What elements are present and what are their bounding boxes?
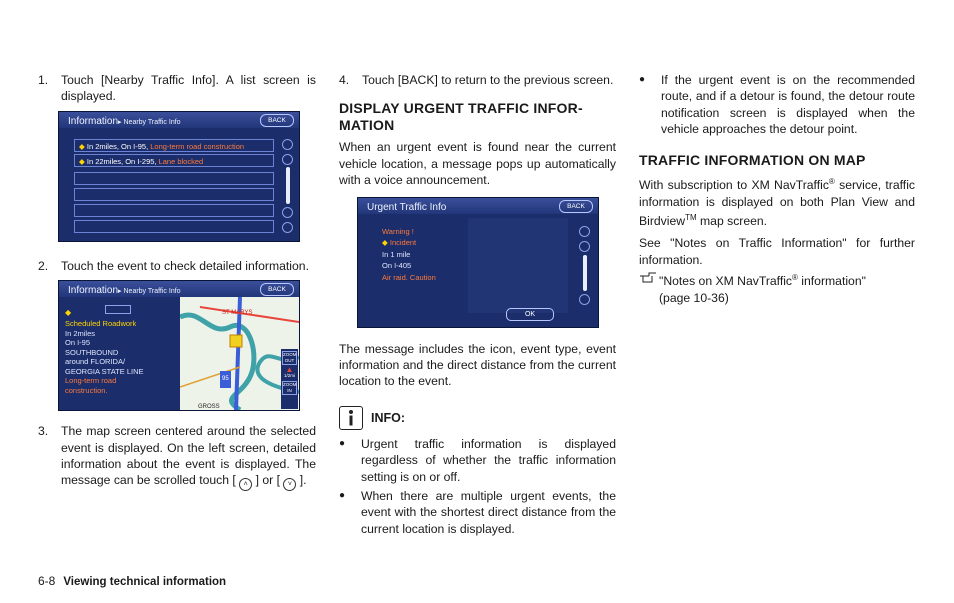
screen-title: Urgent Traffic Info bbox=[367, 201, 447, 213]
incident-label: Incident bbox=[389, 238, 417, 248]
traffic-row[interactable]: ◆ In 2miles, On I-95, Long-term road construction bbox=[74, 139, 274, 152]
screenshot-urgent-traffic-info: Urgent Traffic Info BACK Warning ! ◆ Incident In 1 mile On I-405 Air raid. Caution OK bbox=[357, 197, 599, 328]
step-1 bbox=[38, 72, 316, 105]
paragraph: With subscription to XM NavTraffic® service, traffic information is displayed on both Plan View and Birdview™ map screen. bbox=[639, 177, 915, 229]
empty-row bbox=[74, 220, 274, 233]
step-text: Touch [Nearby Traffic Info]. A list screen is displayed. bbox=[61, 73, 316, 104]
info-bullet: ● When there are multiple urgent events, the event with the shortest direct distance from the current location is displayed. bbox=[339, 489, 616, 536]
bullet-icon: ● bbox=[339, 490, 346, 502]
scroll-up-icon[interactable] bbox=[105, 305, 131, 314]
scroll-down-icon: ˅ bbox=[283, 478, 296, 491]
pointing-hand-icon bbox=[639, 270, 659, 306]
empty-row bbox=[74, 188, 274, 201]
step-number: 4. bbox=[339, 73, 350, 87]
step-number: 1. bbox=[38, 73, 49, 87]
info-box-header bbox=[339, 406, 616, 430]
scroll-up-icon[interactable] bbox=[282, 154, 293, 165]
scroll-down-icon[interactable] bbox=[579, 294, 590, 305]
step-text: Touch the event to check detailed information. bbox=[61, 258, 309, 273]
warning-icon: ◆ bbox=[79, 141, 85, 151]
scroll-down-icon[interactable] bbox=[282, 207, 293, 218]
scroll-down-icon[interactable] bbox=[282, 222, 293, 233]
map-view[interactable]: ST MARYS 95 GROSS ZOOM OUT ▲ 1/2mi ZOOM IN bbox=[180, 297, 299, 410]
scale-label: 1/2mi bbox=[283, 373, 295, 379]
screen-header bbox=[59, 112, 299, 128]
step-text: Touch [BACK] to return to the previous screen. bbox=[362, 73, 614, 87]
chapter-title: Viewing technical information bbox=[63, 576, 227, 588]
paragraph: When an urgent event is found near the current vehicle location, a message pops up automatically with a voice announcement. bbox=[339, 140, 616, 188]
warning-icon: ◆ bbox=[382, 238, 390, 248]
compass-icon: ▲ bbox=[285, 365, 294, 375]
screen-title: Information bbox=[68, 285, 119, 297]
step-number: 2. bbox=[38, 258, 49, 273]
cross-reference: "Notes on XM NavTraffic® information" (page 10-36) bbox=[639, 270, 915, 306]
back-button[interactable]: BACK bbox=[260, 114, 294, 127]
screen-subtitle: ▸ Nearby Traffic Info bbox=[118, 118, 181, 126]
section-heading: DISPLAY URGENT TRAFFIC INFOR-MATION bbox=[339, 100, 583, 133]
warning-label: Warning ! bbox=[382, 226, 414, 236]
zoom-in-button[interactable]: ZOOM IN bbox=[283, 382, 297, 394]
column-right bbox=[639, 72, 915, 306]
column-left bbox=[38, 72, 316, 497]
scroll-up-icon[interactable] bbox=[282, 139, 293, 150]
info-label: INFO: bbox=[371, 410, 406, 425]
back-button[interactable]: BACK bbox=[260, 283, 294, 296]
map-background bbox=[468, 218, 568, 313]
info-icon bbox=[339, 406, 363, 430]
screen-header bbox=[358, 198, 598, 214]
scroll-up-icon[interactable] bbox=[579, 241, 590, 252]
bullet: ● If the urgent event is on the recommended route, and if a detour is found, the detour route notification screen is displayed when the vehicle approaches the detour point. bbox=[639, 73, 915, 137]
scrollbar[interactable] bbox=[286, 167, 290, 204]
zoom-out-button[interactable]: ZOOM OUT bbox=[283, 352, 297, 364]
paragraph: See "Notes on Traffic Information" for further information. bbox=[639, 236, 915, 267]
screen-subtitle: ▸ Nearby Traffic Info bbox=[118, 288, 181, 296]
warning-icon: ◆ bbox=[65, 308, 72, 318]
info-bullet: ● Urgent traffic information is displayed regardless of whether the traffic information setting is on or off. bbox=[339, 436, 616, 484]
back-button[interactable]: BACK bbox=[559, 200, 593, 213]
screenshot-event-detail-map bbox=[58, 280, 300, 411]
screen-header bbox=[59, 281, 299, 297]
column-middle bbox=[339, 72, 616, 539]
step-3: 3. The map screen centered around the selected event is displayed. On the left screen, detailed information about the event is displayed. The message can be scrolled touch [ ˄ ] or [ ˅ ]. bbox=[38, 423, 316, 491]
empty-row bbox=[74, 204, 274, 217]
page-footer bbox=[38, 574, 226, 588]
screen-title: Information bbox=[68, 115, 119, 127]
warning-icon: ◆ bbox=[79, 156, 85, 166]
scroll-up-icon[interactable] bbox=[579, 226, 590, 237]
section-heading: TRAFFIC INFORMATION ON MAP bbox=[639, 151, 866, 168]
scrollbar[interactable] bbox=[583, 255, 587, 291]
scroll-up-icon: ˄ bbox=[239, 478, 252, 491]
step-2 bbox=[38, 258, 316, 274]
page-number: 6-8 bbox=[38, 574, 56, 588]
traffic-row[interactable]: ◆ In 22miles, On I-295, Lane blocked bbox=[74, 154, 274, 167]
step-number: 3. bbox=[38, 424, 49, 439]
bullet-icon: ● bbox=[339, 437, 346, 449]
detail-panel: ◆ Scheduled Roadwork In 2miles On I-95 SOUTHBOUND around FLORIDA/ GEORGIA STATE LINE Long-term road construction. bbox=[59, 297, 179, 410]
empty-row bbox=[74, 172, 274, 185]
ok-button[interactable]: OK bbox=[506, 308, 554, 321]
step-4 bbox=[339, 72, 616, 88]
screenshot-nearby-traffic-list bbox=[58, 111, 300, 242]
bullet-icon: ● bbox=[639, 74, 646, 85]
paragraph: The message includes the icon, event type, event information and the direct distance from the current location to the event. bbox=[339, 341, 616, 389]
